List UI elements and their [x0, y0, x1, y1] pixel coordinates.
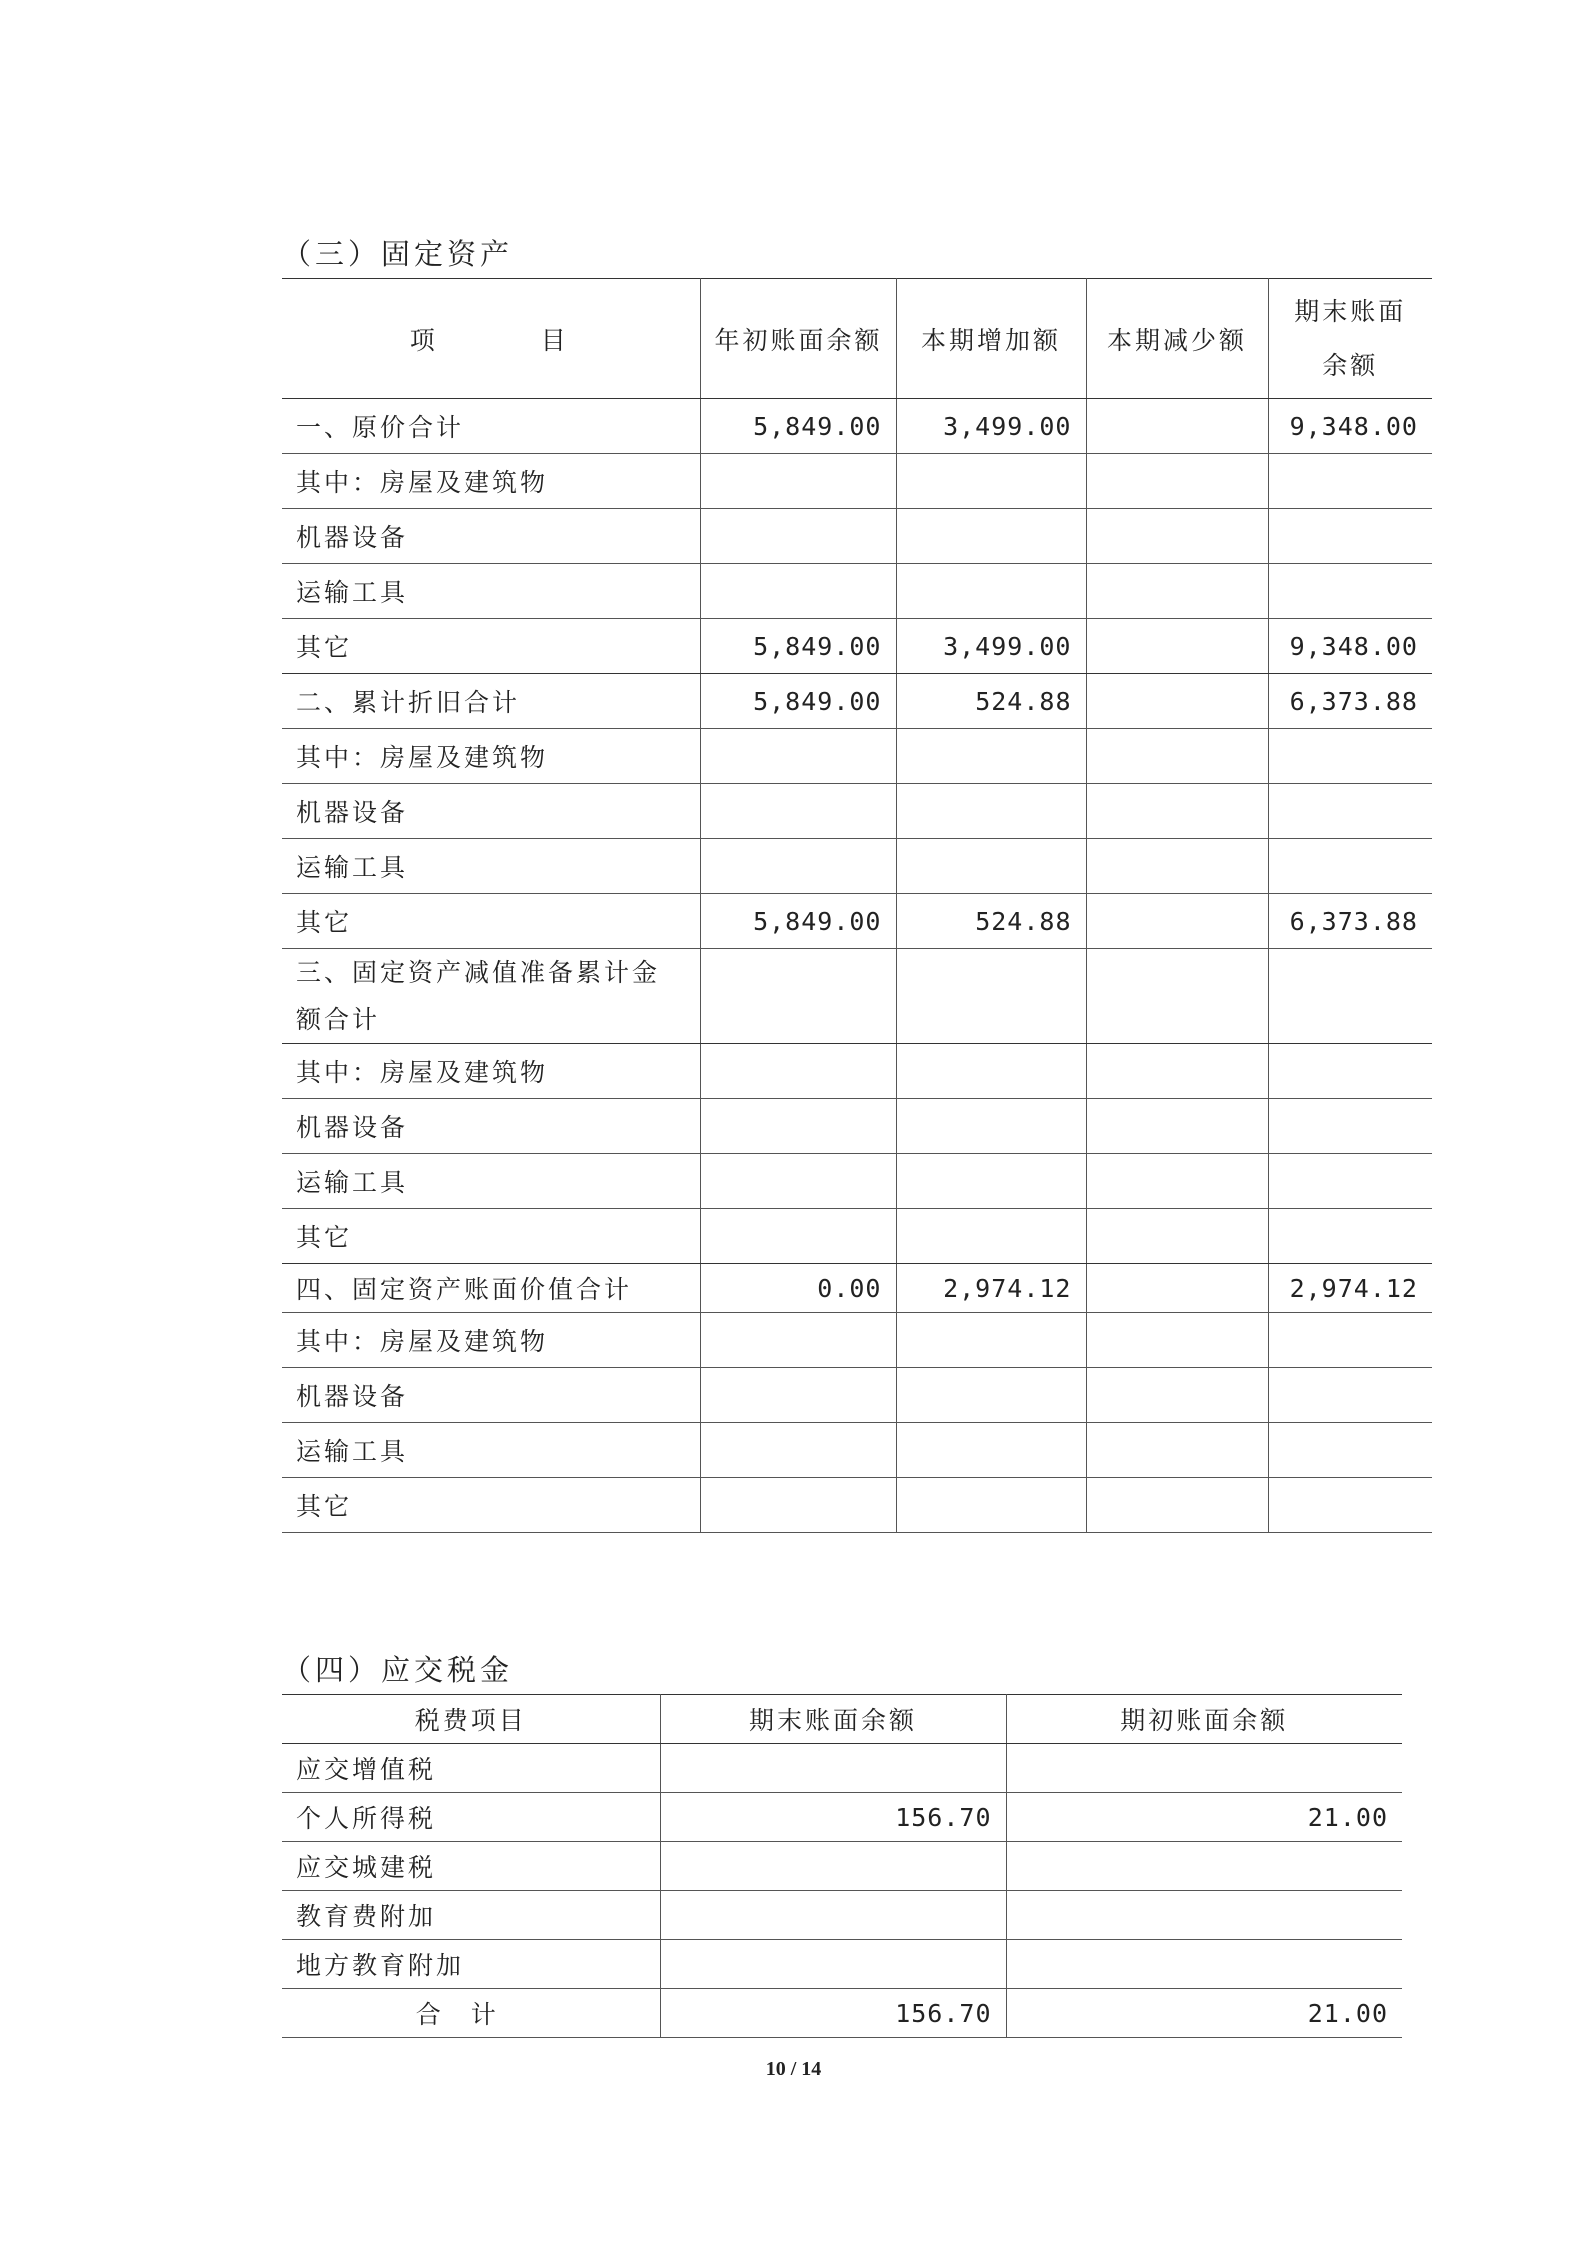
cell-begin: [700, 454, 896, 509]
cell-decrease: [1086, 949, 1268, 1044]
cell-increase: [896, 784, 1086, 839]
cell-increase: [896, 839, 1086, 894]
cell-decrease: [1086, 564, 1268, 619]
cell-end: [1268, 1209, 1432, 1264]
cell-decrease: [1086, 839, 1268, 894]
cell-decrease: [1086, 509, 1268, 564]
total-row: [282, 1989, 1402, 2038]
cell-decrease: [1086, 1099, 1268, 1154]
cell-increase: [896, 1368, 1086, 1423]
cell-end: [660, 1891, 1006, 1940]
row-label: 机器设备: [282, 509, 700, 564]
table-row: [282, 1744, 1402, 1793]
cell-end: [1268, 564, 1432, 619]
row-label: 教育费附加: [282, 1891, 660, 1940]
cell-end: [1268, 1154, 1432, 1209]
row-label: 运输工具: [282, 1423, 700, 1478]
cell-begin: [700, 1044, 896, 1099]
cell-begin: [700, 564, 896, 619]
cell-begin: [700, 1313, 896, 1368]
row-label: 运输工具: [282, 564, 700, 619]
table-row: [282, 1044, 1432, 1099]
cell-increase: 524.88: [896, 894, 1086, 949]
cell-end: [1268, 1478, 1432, 1533]
table-row: [282, 619, 1432, 674]
table-row: [282, 1478, 1432, 1533]
cell-increase: 2,974.12: [896, 1264, 1086, 1313]
cell-end: [660, 1940, 1006, 1989]
row-label: 其中：房屋及建筑物: [282, 454, 700, 509]
cell-end: 9,348.00: [1268, 399, 1432, 454]
cell-increase: [896, 1044, 1086, 1099]
table-row: [282, 894, 1432, 949]
header-tax-item: 税费项目: [282, 1695, 660, 1744]
cell-end: [660, 1744, 1006, 1793]
cell-increase: [896, 1154, 1086, 1209]
cell-end: [1268, 839, 1432, 894]
table-row: [282, 784, 1432, 839]
cell-begin: [1006, 1940, 1402, 1989]
row-label: 其它: [282, 894, 700, 949]
cell-end: [1268, 1423, 1432, 1478]
cell-decrease: [1086, 399, 1268, 454]
cell-increase: [896, 509, 1086, 564]
table-row: [282, 564, 1432, 619]
row-label: 应交城建税: [282, 1842, 660, 1891]
row-label: 二、累计折旧合计: [282, 674, 700, 729]
cell-increase: [896, 949, 1086, 1044]
header-item: 项 目: [282, 279, 700, 399]
cell-begin: [700, 1154, 896, 1209]
cell-decrease: [1086, 1313, 1268, 1368]
cell-end: [1268, 1044, 1432, 1099]
cell-end: [1268, 1099, 1432, 1154]
cell-begin: [700, 509, 896, 564]
cell-begin: [700, 1423, 896, 1478]
cell-end: [1268, 509, 1432, 564]
cell-increase: [896, 1209, 1086, 1264]
total-label: 合计: [282, 1989, 660, 2038]
cell-decrease: [1086, 894, 1268, 949]
table-row: [282, 1842, 1402, 1891]
cell-begin: [700, 839, 896, 894]
cell-begin: 5,849.00: [700, 894, 896, 949]
cell-end: [1268, 1313, 1432, 1368]
row-label: 个人所得税: [282, 1793, 660, 1842]
cell-decrease: [1086, 784, 1268, 839]
table-row: [282, 1891, 1402, 1940]
cell-end: [1268, 1368, 1432, 1423]
row-label: 其它: [282, 1209, 700, 1264]
cell-end: [1268, 454, 1432, 509]
cell-increase: [896, 454, 1086, 509]
cell-increase: [896, 564, 1086, 619]
row-label: 机器设备: [282, 784, 700, 839]
row-label: 运输工具: [282, 839, 700, 894]
cell-end: [1268, 784, 1432, 839]
cell-begin: [1006, 1744, 1402, 1793]
total-end: 156.70: [660, 1989, 1006, 2038]
cell-begin: [700, 1368, 896, 1423]
header-begin-balance: 年初账面余额: [700, 279, 896, 399]
table-row: [282, 1793, 1402, 1842]
row-label: 地方教育附加: [282, 1940, 660, 1989]
table-header-row: [282, 1695, 1402, 1744]
cell-end: [1268, 729, 1432, 784]
row-label: 四、固定资产账面价值合计: [282, 1264, 700, 1313]
table-row: [282, 1209, 1432, 1264]
table-header-row: [282, 279, 1432, 399]
taxes-title: （四）应交税金: [282, 1653, 514, 1687]
table-row: [282, 1154, 1432, 1209]
cell-end: [660, 1842, 1006, 1891]
table-row: [282, 729, 1432, 784]
fixed-assets-table: [282, 278, 1432, 1533]
cell-end: 9,348.00: [1268, 619, 1432, 674]
table-row: [282, 1368, 1432, 1423]
cell-decrease: [1086, 454, 1268, 509]
table-row: [282, 509, 1432, 564]
cell-begin: [700, 729, 896, 784]
table-row: [282, 1264, 1432, 1313]
header-end-balance: 期末账面 余额: [1268, 279, 1432, 399]
cell-increase: [896, 1423, 1086, 1478]
row-label: 其它: [282, 1478, 700, 1533]
cell-decrease: [1086, 674, 1268, 729]
cell-decrease: [1086, 729, 1268, 784]
total-begin: 21.00: [1006, 1989, 1402, 2038]
cell-increase: [896, 729, 1086, 784]
cell-decrease: [1086, 1368, 1268, 1423]
cell-decrease: [1086, 1478, 1268, 1533]
header-end-balance: 期末账面余额: [660, 1695, 1006, 1744]
cell-increase: 3,499.00: [896, 619, 1086, 674]
cell-decrease: [1086, 1264, 1268, 1313]
cell-begin: [700, 1209, 896, 1264]
cell-begin: [700, 1478, 896, 1533]
header-increase: 本期增加额: [896, 279, 1086, 399]
row-label: 机器设备: [282, 1368, 700, 1423]
cell-begin: [700, 1099, 896, 1154]
table-row: [282, 839, 1432, 894]
table-row: [282, 949, 1432, 1044]
table-row: [282, 399, 1432, 454]
cell-increase: 3,499.00: [896, 399, 1086, 454]
cell-begin: 5,849.00: [700, 674, 896, 729]
table-row: [282, 454, 1432, 509]
row-label: 其它: [282, 619, 700, 674]
header-decrease: 本期减少额: [1086, 279, 1268, 399]
table-row: [282, 1099, 1432, 1154]
row-label: 三、固定资产减值准备累计金额合计: [282, 949, 700, 1044]
row-label: 其中：房屋及建筑物: [282, 1044, 700, 1099]
cell-increase: [896, 1478, 1086, 1533]
header-begin-balance: 期初账面余额: [1006, 1695, 1402, 1744]
cell-decrease: [1086, 619, 1268, 674]
table-row: [282, 674, 1432, 729]
table-row: [282, 1940, 1402, 1989]
row-label: 运输工具: [282, 1154, 700, 1209]
cell-increase: [896, 1099, 1086, 1154]
cell-begin: [1006, 1891, 1402, 1940]
cell-decrease: [1086, 1209, 1268, 1264]
cell-end: 2,974.12: [1268, 1264, 1432, 1313]
cell-end: 156.70: [660, 1793, 1006, 1842]
cell-end: [1268, 949, 1432, 1044]
table-row: [282, 1423, 1432, 1478]
row-label: 一、原价合计: [282, 399, 700, 454]
cell-begin: 5,849.00: [700, 619, 896, 674]
cell-decrease: [1086, 1154, 1268, 1209]
cell-decrease: [1086, 1044, 1268, 1099]
cell-begin: [1006, 1842, 1402, 1891]
cell-begin: 5,849.00: [700, 399, 896, 454]
row-label: 其中：房屋及建筑物: [282, 729, 700, 784]
cell-end: 6,373.88: [1268, 894, 1432, 949]
taxes-table: [282, 1694, 1402, 2038]
row-label: 应交增值税: [282, 1744, 660, 1793]
table-row: [282, 1313, 1432, 1368]
cell-begin: [700, 949, 896, 1044]
cell-begin: [700, 784, 896, 839]
cell-begin: 21.00: [1006, 1793, 1402, 1842]
cell-increase: 524.88: [896, 674, 1086, 729]
cell-end: 6,373.88: [1268, 674, 1432, 729]
cell-begin: 0.00: [700, 1264, 896, 1313]
page-number: 10 / 14: [765, 2058, 822, 2080]
cell-increase: [896, 1313, 1086, 1368]
row-label: 其中：房屋及建筑物: [282, 1313, 700, 1368]
fixed-assets-title: （三）固定资产: [282, 237, 514, 271]
cell-decrease: [1086, 1423, 1268, 1478]
row-label: 机器设备: [282, 1099, 700, 1154]
